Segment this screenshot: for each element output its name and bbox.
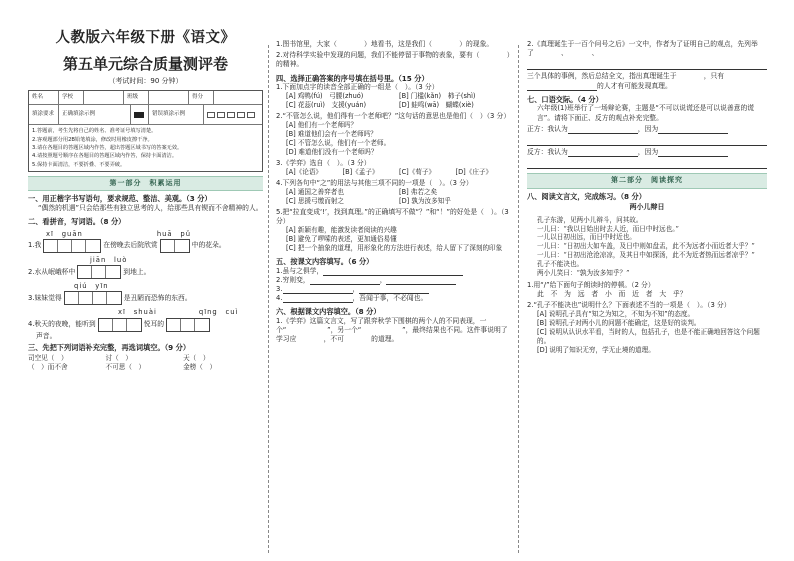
pinyin: qiú yīn [74, 282, 109, 291]
q6-2-text: 2.《真理诞生于一百个问号之后》一文中，作者为了证明自己的观点，先列举了 、 、 [527, 40, 758, 58]
q1-heading: 一、用正楷字书写语句，要求规范、整洁、美观。（3 分） [28, 194, 212, 204]
q2-item-3-pre: 3.妹妹觉得 [28, 293, 62, 302]
q3-words [28, 354, 263, 372]
passage-line: 一儿以日初出远，而日中时近也。 [537, 233, 636, 242]
option[interactable]: [B] 说明孔子对两小儿的问题不能确定，这是好的谈判。 [537, 319, 701, 328]
q4-4: 4.下列各句中“之”的用法与其他三项不同的一项是（ ）。（3 分） [276, 178, 473, 187]
answer-blank[interactable] [359, 286, 429, 294]
q7-neg-label: 反方：我认为 [527, 147, 568, 156]
option[interactable]: [C] 说明从认识水平看，当时的人，包括孔子，也是不能正确地回答这个问题的。 [537, 328, 760, 346]
answer-grid[interactable] [64, 291, 122, 305]
pinyin-row-4 [118, 308, 263, 317]
q3-word[interactable]: 司空见（ ） [28, 354, 68, 363]
answer-blank[interactable] [658, 149, 728, 157]
info-box [28, 90, 263, 172]
q8-1-sentence[interactable]: 此 不 为 远 者 小 而 近 者 大 乎？ [537, 290, 687, 299]
q4-5-options [276, 226, 512, 253]
note-item: 5.保持卡面清洁，不要折叠、不要弄破。 [32, 161, 126, 168]
wrong-mark-icons [204, 105, 262, 124]
answer-blank[interactable] [283, 295, 353, 303]
pinyin: qīng cuì [198, 308, 239, 317]
pinyin: huā pǔ [156, 229, 192, 238]
q6-1-text: 1.《学弈》这篇文言文，写了跟弈秋学下围棋的两个人的不同表现，一个“ ”，另一个“ ”，最终结果也不同。这件事说明了学习应 ，不可 的道理。 [276, 317, 508, 344]
notes [29, 125, 262, 171]
option[interactable]: [B] 难道他们会有一个老师吗？ [286, 130, 377, 139]
option[interactable]: [C]《荀子》 [399, 168, 436, 177]
q5-line-text: 4. [276, 294, 283, 303]
q3-word[interactable]: 不可思（ ） [105, 363, 146, 372]
option[interactable]: [B]《孟子》 [342, 168, 379, 177]
q7-heading: 七、口语交际。（4 分） [527, 94, 603, 104]
q2-item-2 [28, 265, 263, 279]
q2-item-2-pre: 2.水从岷峨杯中 [28, 267, 76, 276]
page-subtitle: 第五单元综合质量测评卷 [62, 54, 228, 73]
q3-word[interactable]: 天（ ） [183, 354, 210, 363]
q7-negative [527, 148, 767, 157]
pinyin-row-2 [90, 256, 263, 265]
note-item: 4.请按照题号顺序在各题目的答题区域内作答，保持卡面清洁。 [32, 153, 178, 160]
q6-heading: 六、根据课文内容填空。（8 分） [276, 307, 381, 317]
q7-pos-label: 正方：我认为 [527, 124, 568, 133]
passage [527, 216, 767, 278]
answer-grid[interactable] [43, 239, 101, 253]
pinyin: xī guān [46, 229, 83, 238]
q2-item-4-post: 悦耳的 [143, 319, 165, 328]
answer-blank[interactable] [283, 286, 353, 294]
q5-line [276, 267, 512, 276]
q6-2-tail: 的人才有可能发现真理。 [597, 81, 672, 90]
pinyin-row-3 [74, 282, 263, 291]
q4-3: 3.《学弈》选自（ ）。（3 分） [276, 158, 371, 167]
q2-item-3-post: 是丑陋而恐怖的东西。 [123, 293, 192, 302]
q2-item-4-end: 声音。 [36, 331, 57, 340]
q4-2: 2.“不管怎么说，他们得有一个老师吧？”这句话的意思也是他们（ ）（3 分） [276, 112, 511, 121]
answer-line[interactable] [527, 159, 767, 169]
option[interactable]: [D]《庄子》 [455, 168, 493, 177]
answer-blank[interactable] [658, 126, 728, 134]
q5-line [276, 294, 512, 303]
info-row-fill [29, 105, 262, 125]
passage-line: 一儿曰：“日初出沧沧凉凉，及其日中如探汤，此不为近者热而远者凉乎？” [537, 251, 755, 260]
passage-line: 两小儿笑曰：“孰为汝多知乎？” [537, 269, 630, 278]
pinyin-row-1 [46, 230, 263, 239]
option[interactable]: [C] 把一个抽象的道理，用形象化的方法进行表述，给人留下了深刻的印象 [286, 244, 503, 253]
q8-heading: 八、阅读文言文，完成练习。（8 分） [527, 191, 646, 201]
answer-line[interactable] [527, 136, 767, 146]
q1-text: “偶然的机遇”只会给那些有独立思考的人，给那些具有锲而不舍精神的人。 [38, 203, 263, 212]
answer-blank[interactable] [568, 149, 638, 157]
q3-word[interactable]: （ ）而不舍 [28, 363, 68, 372]
option[interactable]: [D] 孰为汝多知乎 [399, 197, 451, 206]
q7-positive [527, 125, 767, 134]
answer-blank[interactable] [323, 268, 463, 276]
q4-2-options [276, 121, 512, 157]
correct-label: 正确填涂示例 [59, 105, 131, 124]
wrong-label: 错误填涂示例 [149, 105, 204, 124]
answer-grid[interactable] [77, 265, 121, 279]
pinyin: xī shuài [118, 308, 157, 317]
note-item: 3.请在各题目的答题区域内作答，超出答题区域书写的答案无效。 [32, 144, 183, 151]
q5-line-text: 2.穷则变， [276, 275, 310, 284]
q3-word[interactable]: 金榜（ ） [183, 363, 217, 372]
q2-item-1-pre: 1.我 [28, 241, 42, 250]
column-3 [527, 40, 767, 560]
score-field[interactable] [214, 91, 262, 104]
q4-1: 1.下面加点字的读音全部正确的一组是（ ）。（3 分） [276, 83, 439, 92]
option[interactable]: [B] 避免了啰嗦的表述，更加通俗易懂 [286, 235, 397, 244]
q8-2: 2.“孔子不能决也”说明什么？下面表述不当的一项是（ ）。（3 分） [527, 301, 731, 310]
q2-item-1-mid: 在傍晚去后院欣赏 [103, 241, 158, 250]
q7-because: ，因为 [637, 124, 659, 133]
q4-3-options [276, 168, 512, 177]
school-label: 学校 [59, 91, 84, 104]
q2-item-2-post: 到地上。 [123, 267, 151, 276]
school-field[interactable] [84, 91, 124, 104]
option[interactable]: [A]《论语》 [286, 168, 323, 177]
option[interactable]: [A] 他们有一个老师吗？ [286, 121, 358, 130]
option[interactable]: [A] 鸡鸭(fú) 弓腰(zhuó) [286, 92, 364, 101]
class-label: 班级 [124, 91, 149, 104]
note-item: 2.客观题部分用2B铅笔填涂，修改时用橡皮擦干净。 [32, 136, 153, 143]
correct-mark-icon [131, 105, 149, 124]
answer-blank[interactable] [527, 83, 597, 91]
q4-heading: 四、选择正确答案的序号填在括号里。（15 分） [276, 73, 429, 83]
q5-line-text: 1.虽与之俱学， [276, 266, 324, 275]
option[interactable]: [B] 门槛(kǎn) 柿子(shì) [399, 92, 476, 101]
passage-line: 孔子东游，见两小儿辩斗，问其故。 [537, 215, 643, 224]
q4-5: 5.把“拉直变成‘!’，找到真理。”的正确填写不做“？”和“！”的好处是（ ）。（3 分） [276, 207, 509, 226]
passage-title: 两小儿辩日 [629, 203, 665, 212]
class-field[interactable] [149, 91, 189, 104]
option[interactable]: [A] 通国之善弈者也 [286, 188, 344, 197]
score-label: 得分 [189, 91, 214, 104]
answer-line[interactable] [527, 60, 767, 70]
option[interactable]: [D] 蛙鸣(wā) 蝴蝶(xiè) [399, 101, 474, 110]
q4-1-options [276, 92, 512, 110]
q6-2-text-b: 三个具体的事例，然后总结全文，指出真理诞生于 ，只有 [527, 72, 725, 81]
option[interactable]: [D] 说明了知识无穷，学无止境的道理。 [537, 346, 655, 354]
option[interactable]: [A] 说明孔子具有“知之为知之，不知为不知”的态度。 [537, 310, 695, 319]
passage-line: 孔子不能决也。 [537, 260, 584, 269]
part1-band: 第一部分 积累运用 [28, 176, 263, 191]
answer-grid[interactable] [98, 318, 142, 332]
fill-label: 填涂要求 [29, 105, 59, 124]
passage-line: 一儿曰：“日初出大如车盖，及日中则如盘盂，此不为远者小而近者大乎？” [537, 242, 755, 251]
q5-heading: 五、按课文内容填写。（6 分） [276, 256, 374, 266]
pinyin: jiān luò [90, 256, 128, 265]
q3-sentence-1: 1.图书馆里，大家（ ）地看书，这是我们（ ）的现象。 [276, 40, 494, 48]
answer-blank[interactable] [310, 277, 380, 285]
q7-because: ，因为 [637, 147, 659, 156]
q2-item-4 [28, 318, 263, 332]
info-row-identity [29, 91, 262, 105]
option[interactable]: [D] 难道他们没有一个老师吗？ [286, 148, 378, 157]
part2-band: 第二部分 阅读探究 [527, 173, 767, 188]
q7-text: 六年级(1)班举行了一场辩论赛，主题是“不可以说谎还是可以说善意的谎言”。请将下面正、反方的观点补充完整。 [537, 104, 755, 122]
option[interactable]: [C] 不管怎么说，他们有一个老师。 [286, 139, 391, 148]
q8-2-options [527, 310, 767, 354]
column-divider [268, 45, 269, 553]
answer-blank[interactable] [386, 277, 456, 285]
q4-4-options [276, 188, 512, 206]
option[interactable]: [C] 花蕊(ruì) 支援(yuán) [286, 101, 367, 110]
q6-2-text-c [527, 82, 767, 91]
q2-item-3 [28, 291, 263, 305]
q5-line: 2.穷则变， ， [276, 276, 512, 285]
answer-blank[interactable] [568, 126, 638, 134]
q3-heading: 三、先把下列词语补充完整，再选词填空。（9 分） [28, 342, 191, 352]
q2-item-1-post: 中的花朵。 [191, 241, 226, 250]
q5-tail: ，吾闻于事，不必闻也。 [352, 294, 428, 303]
column-2 [276, 40, 512, 560]
q8-1: 1.用“/”给下面句子朗读时的停顿。（2 分） [527, 280, 655, 289]
answer-grid[interactable] [160, 239, 190, 253]
q2-heading: 二、看拼音，写词语。（8 分） [28, 217, 126, 227]
q3-sentence-2: 2.对待科学实验中发现的问题，我们不能停留于事物的表象，要有（ ）的精神。 [276, 51, 511, 69]
q2-item-1 [28, 239, 263, 253]
option[interactable]: [C] 思援弓缴而射之 [286, 197, 345, 206]
page-title: 人教版六年级下册《语文》 [55, 29, 236, 46]
q2-item-4-pre: 4.秋天的夜晚，能听到 [28, 319, 96, 328]
answer-grid[interactable] [166, 318, 210, 332]
name-label: 姓名 [29, 91, 59, 104]
q5-line: 3. ， [276, 285, 512, 294]
exam-time: （考试时间：90 分钟） [108, 76, 183, 85]
option[interactable]: [A] 新颖有趣，能激发读者阅读的兴趣 [286, 226, 397, 235]
passage-line: 一儿曰：“我以日始出时去人近，而日中时远也。” [537, 224, 679, 233]
column-1 [28, 28, 263, 548]
column-divider [518, 45, 519, 553]
q3-word[interactable]: 讨（ ） [105, 354, 132, 363]
option[interactable]: [B] 弗若之矣 [399, 188, 438, 197]
q5-line-text: 3. [276, 285, 283, 294]
note-item: 1.答题前，考生先将自己的姓名、准考证号填写清楚。 [32, 128, 157, 135]
